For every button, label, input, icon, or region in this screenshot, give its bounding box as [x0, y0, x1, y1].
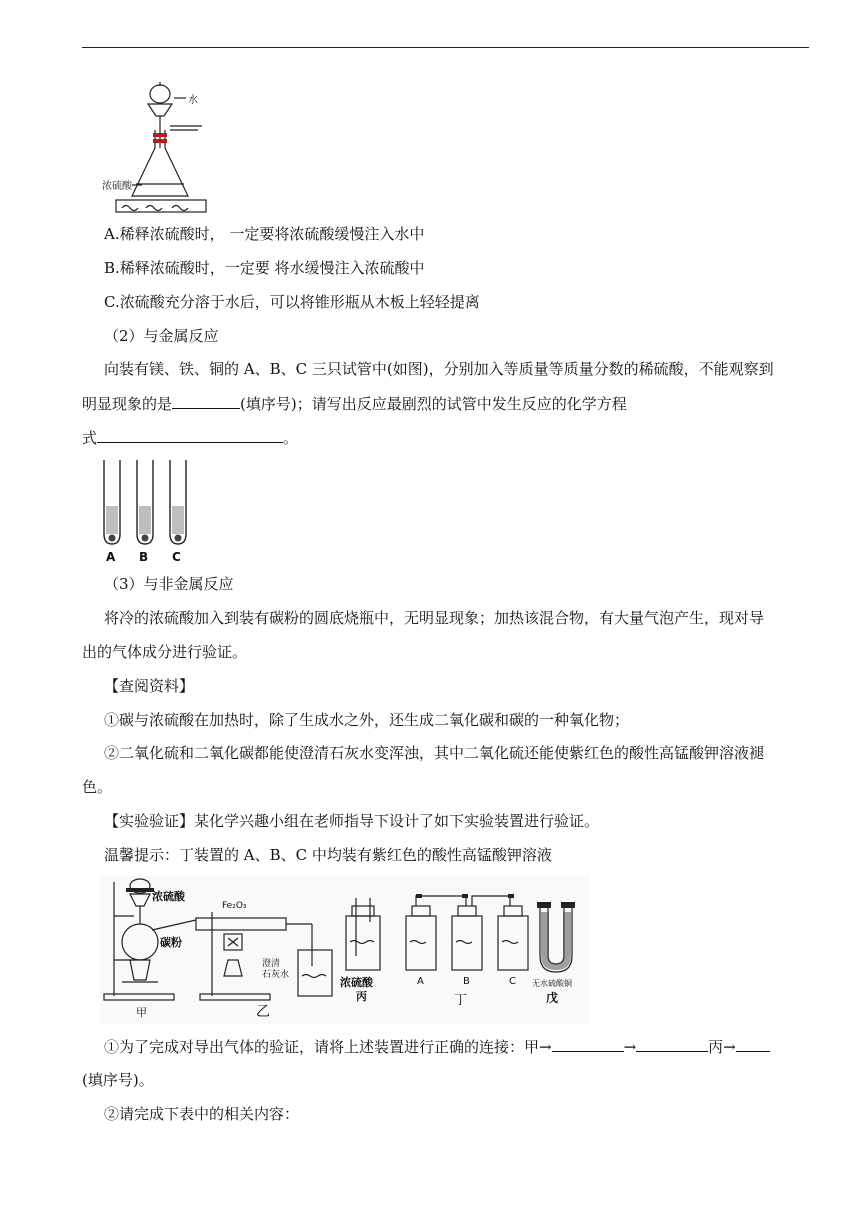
text-segment: 。	[283, 429, 299, 447]
apparatus-ding-b-label: B	[463, 976, 470, 987]
option-c: C.浓硫酸充分溶于水后，可以将锥形瓶从木板上轻轻提离	[104, 293, 480, 311]
tube-label-b: B	[139, 550, 149, 564]
option-a: A.稀释浓硫酸时， 一定要将浓硫酸缓慢注入水中	[104, 225, 425, 243]
experiment-apparatus-figure	[100, 876, 590, 1024]
apparatus-limewater-label-1: 澄清	[262, 959, 281, 969]
apparatus-cuso4-label: 无水硫酸铜	[532, 979, 572, 988]
answer-blank-5[interactable]	[736, 1036, 770, 1052]
answer-blank-2[interactable]	[97, 427, 283, 443]
test-tubes-figure	[100, 458, 200, 566]
question-1-line2: (填序号)。	[82, 1071, 154, 1089]
experiment-intro: 【实验验证】某化学兴趣小组在老师指导下设计了如下实验装置进行验证。	[104, 812, 600, 830]
reference-title: 【查阅资料】	[104, 677, 195, 695]
question-2: ②请完成下表中的相关内容：	[104, 1105, 300, 1123]
apparatus-acid-label: 浓硫酸	[152, 890, 185, 903]
text-segment: (填序号)；请写出反应最剧烈的试管中发生反应的化学方程	[240, 395, 627, 413]
tube-label-c: C	[172, 550, 181, 564]
apparatus-carbon-label: 碳粉	[160, 936, 182, 949]
water-label: 水	[188, 95, 198, 106]
text-segment: →	[623, 1038, 637, 1056]
section2-paragraph-line1: 向装有镁、铁、铜的 A、B、C 三只试管中(如图)，分别加入等质量等质量分数的稀硫酸，不能观察到	[104, 360, 774, 378]
reference-1: ①碳与浓硫酸在加热时，除了生成水之外，还生成二氧化碳和碳的一种氧化物；	[104, 711, 630, 729]
section2-heading: （2）与金属反应	[104, 327, 219, 345]
apparatus-yi-label: 乙	[256, 1004, 270, 1020]
section2-paragraph-line3	[82, 427, 298, 448]
apparatus-jia-label: 甲	[136, 1006, 147, 1019]
dilution-apparatus-figure	[102, 78, 220, 216]
question-1-line1	[104, 1036, 770, 1057]
section3-heading: （3）与非金属反应	[104, 575, 234, 593]
apparatus-ding-c-label: C	[509, 976, 516, 987]
text-segment: 式	[82, 429, 98, 447]
tube-label-a: A	[106, 550, 116, 564]
apparatus-bing-acid-label: 浓硫酸	[340, 976, 373, 989]
answer-blank-4[interactable]	[636, 1036, 708, 1052]
section3-paragraph-line2: 出的气体成分进行验证。	[82, 643, 248, 661]
apparatus-limewater-label-2: 石灰水	[262, 970, 290, 980]
text-segment: 明显现象的是	[82, 395, 173, 413]
text-segment: 丙→	[708, 1038, 736, 1056]
answer-blank-3[interactable]	[552, 1036, 624, 1052]
answer-blank-1[interactable]	[172, 393, 240, 409]
section2-paragraph-line2	[82, 393, 627, 414]
reference-2-line1: ②二氧化硫和二氧化碳都能使澄清石灰水变浑浊，其中二氧化硫还能使紫红色的酸性高锰酸钾溶液褪	[104, 744, 765, 762]
header-rule	[82, 47, 809, 48]
apparatus-ding-label: 丁	[454, 993, 468, 1008]
tip-text: 温馨提示：丁装置的 A、B、C 中均装有紫红色的酸性高锰酸钾溶液	[104, 846, 552, 864]
apparatus-ding-a-label: A	[417, 976, 424, 987]
apparatus-wu-label: 戊	[546, 991, 559, 1005]
conc-acid-label: 浓硫酸	[102, 181, 132, 192]
option-b: B.稀释浓硫酸时，一定要 将水缓慢注入浓硫酸中	[104, 259, 425, 277]
apparatus-bing-label: 丙	[356, 990, 367, 1003]
apparatus-fe2o3-label: Fe₂O₃	[222, 901, 247, 911]
reference-2-line2: 色。	[82, 778, 113, 796]
text-segment: ①为了完成对导出气体的验证，请将上述装置进行正确的连接：甲→	[104, 1038, 552, 1056]
section3-paragraph-line1: 将冷的浓硫酸加入到装有碳粉的圆底烧瓶中，无明显现象；加热该混合物，有大量气泡产生，现对导	[104, 609, 765, 627]
